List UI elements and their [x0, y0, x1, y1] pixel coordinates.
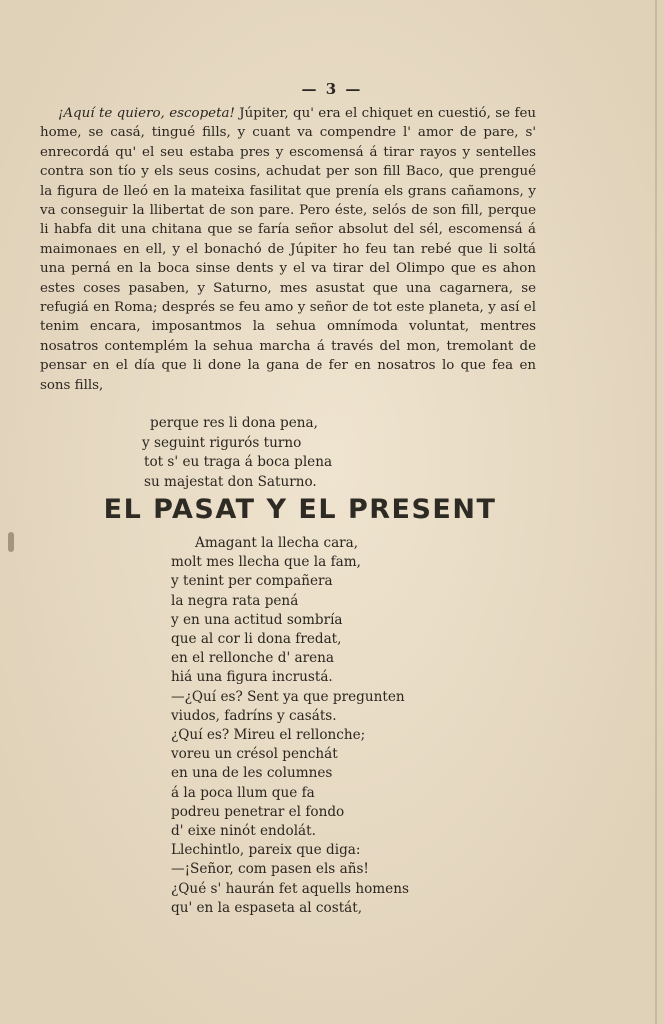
verse-stanza-one [142, 414, 333, 492]
verse-line: Llechintlo, pareix que diga: [171, 842, 361, 859]
verse-line: qu' en la espaseta al costát, [171, 899, 363, 916]
verse-line: su majestat don Saturno. [144, 473, 317, 490]
verse-line: perque res li dona pena, [150, 415, 318, 431]
verse-line: ¿Qué s' haurán fet aquells homens [171, 880, 409, 897]
verse-line: —¡Señor, com pasen els añs! [171, 861, 369, 878]
verse-line: y tenint per compañera [171, 573, 333, 590]
section-title: EL PASAT Y EL PRESENT [103, 494, 497, 525]
verse-line: —¿Quí es? Sent ya que pregunten [171, 688, 405, 705]
verse-line: en una de les columnes [171, 765, 333, 782]
verse-line: y seguint rigurós turno [142, 434, 302, 451]
verse-line: tot s' eu traga á boca plena [144, 454, 333, 471]
verse-line: en el rellonche d' arena [171, 650, 335, 667]
verse-line: Amagant la llecha cara, [195, 535, 359, 551]
verse-line: que al cor li dona fredat, [171, 631, 342, 648]
verse-stanza-two [171, 534, 409, 918]
verse-line: molt mes llecha que la fam, [171, 554, 361, 571]
paragraph-body: Júpiter, qu' era el chiquet en cuestió, se feu home, se casá, tingué fills, y cuant va compendre l' amor de pare, s' enrecordá qu' el seu estaba pres y escomensá á tirar rayos y sentelles contra son tío y els seus cosins, achudat per son fill Baco, que prengué la figura de lleó en la mateixa fasilitat que prenía els grans cañamons, y va conseguir la llibertat de son pare. Pero éste, selós de son fill, perque li habfa dit una chitana que se faría señor absolut del sél, escomensá á maimonaes en ell, y el bonachó de Júpiter ho feu tan rebé que li soltá una perná en la boca sinse dents y el va tirar del Olimpo que es ahon estes coses pasaben, y Saturno, mes asustat que una cagarnera, se refugiá en Roma; després se feu amo y señor de tot este planeta, y así el tenim encara, imposantmos la sehua omnímoda voluntat, mentres nosatros contemplém la sehua marcha á través del mon, tremolant de pensar en el día que li done la gana de fer en nosatros lo que fea en sons fills, [40, 106, 537, 393]
verse-line: viudos, fadríns y casáts. [171, 707, 337, 724]
verse-line: hiá una figura incrustá. [171, 669, 333, 686]
verse-line: d' eixe ninót endolát. [171, 823, 316, 840]
verse-line: y en una actitud sombría [171, 611, 343, 628]
verse-line: voreu un crésol penchát [171, 746, 338, 763]
paragraph [40, 104, 536, 395]
ink-mark [8, 532, 14, 552]
verse-line: podreu penetrar el fondo [171, 803, 345, 820]
verse-line: la negra rata pená [171, 592, 299, 609]
page-fold-shadow [655, 0, 657, 1024]
verse-line: á la poca llum que fa [171, 784, 315, 801]
page-number: — 3 — [301, 80, 363, 98]
prose-paragraph [40, 104, 536, 395]
italic-opening: ¡Aquí te quiero, escopeta! [58, 106, 235, 121]
verse-line: ¿Quí es? Mireu el rellonche; [171, 727, 366, 744]
